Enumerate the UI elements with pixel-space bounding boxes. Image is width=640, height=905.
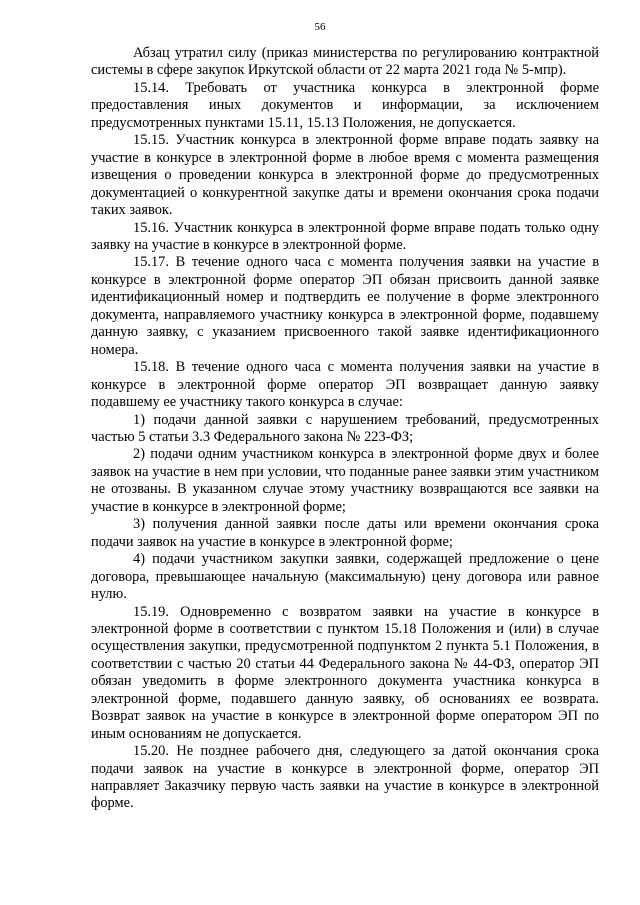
paragraph-15-18: 15.18. В течение одного часа с момента получения заявки на участие в конкурсе в электронной форме оператор ЭП возвращает данную заявку подавшему ее участнику такого конкурса в случае: bbox=[91, 359, 599, 411]
paragraph-15-19: 15.19. Одновременно с возвратом заявки на участие в конкурсе в электронной форме в соответствии с пунктом 15.18 Положения и (или) в случае осуществления закупки, предусмотренной подпунктом 2 пункта 5.1 Положения, в соответствии с частью 20 статьи 44 Федерального закона № 44-ФЗ, оператор ЭП обязан уведомить в форме электронного документа участника конкурса в электронной форме, подавшего данную заявку, об основаниях ее возврата. Возврат заявок на участие в конкурсе в электронной форме оператором ЭП по иным основаниям не допускается. bbox=[91, 603, 599, 742]
document-body bbox=[91, 45, 599, 813]
paragraph-15-20: 15.20. Не позднее рабочего дня, следующего за датой окончания срока подачи заявок на участие в конкурсе в электронной форме, оператор ЭП направляет Заказчику первую часть заявки на участие в конкурсе в электронной форме. bbox=[91, 743, 599, 812]
paragraph-15-15: 15.15. Участник конкурса в электронной форме вправе подать заявку на участие в конкурсе в электронной форме в любое время с момента размещения извещения о проведении конкурса в электронной форме до предусмотренных документацией о конкурентной закупке даты и времени окончания срока подачи таких заявок. bbox=[91, 132, 599, 219]
paragraph-repealed-note: Абзац утратил силу (приказ министерства по регулированию контрактной системы в сфере закупок Иркутской области от 22 марта 2021 года № 5-мпр). bbox=[91, 45, 599, 79]
page-number: 56 bbox=[314, 21, 326, 33]
list-item-4: 4) подачи участником закупки заявки, содержащей предложение о цене договора, превышающее начальную (максимальную) цену договора или равное нулю. bbox=[91, 551, 599, 603]
list-item-3: 3) получения данной заявки после даты или времени окончания срока подачи заявок на участие в конкурсе в электронной форме; bbox=[91, 516, 599, 550]
paragraph-15-14: 15.14. Требовать от участника конкурса в электронной форме предоставления иных документов и информации, за исключением предусмотренных пунктами 15.11, 15.13 Положения, не допускается. bbox=[91, 79, 599, 131]
list-item-2: 2) подачи одним участником конкурса в электронной форме двух и более заявок на участие в нем при условии, что поданные ранее заявки этим участником не отозваны. В указанном случае этому участнику возвращаются все заявки на участие в конкурсе в электронной форме; bbox=[91, 446, 599, 515]
paragraph-15-16: 15.16. Участник конкурса в электронной форме вправе подать только одну заявку на участие в конкурсе в электронной форме. bbox=[91, 219, 599, 253]
paragraph-15-17: 15.17. В течение одного часа с момента получения заявки на участие в конкурсе в электронной форме оператор ЭП обязан присвоить данной заявке идентификационный номер и подтвердить ее получение в форме электронного документа, направляемого участнику конкурса в электронной форме, подавшему данную заявку, с указанием присвоенного такой заявке идентификационного номера. bbox=[91, 254, 599, 358]
list-item-1: 1) подачи данной заявки с нарушением требований, предусмотренных частью 5 статьи 3.3 Федерального закона № 223-ФЗ; bbox=[91, 411, 599, 445]
